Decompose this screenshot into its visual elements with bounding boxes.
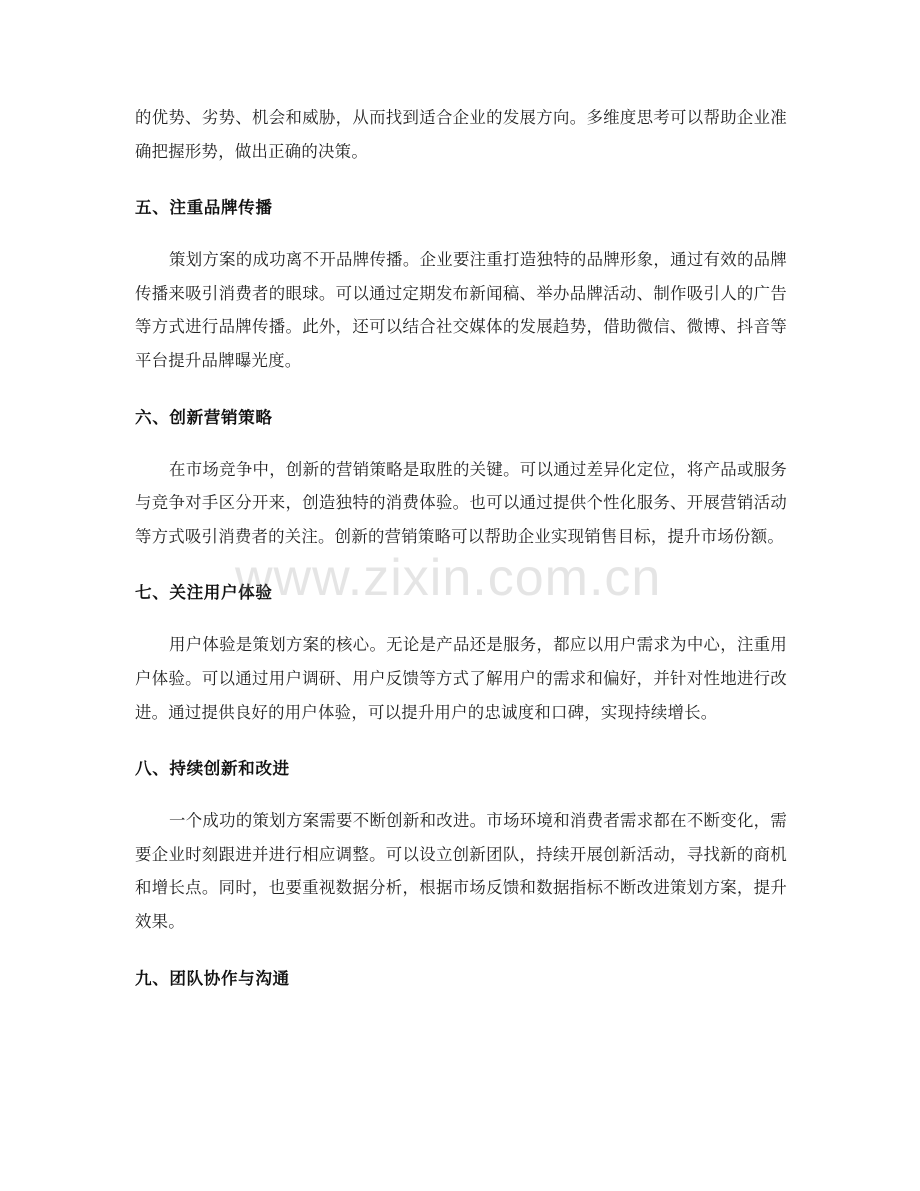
section-heading-5: 五、注重品牌传播 <box>135 198 273 218</box>
section-body-7: 用户体验是策划方案的核心。无论是产品还是服务，都应以用户需求为中心，注重用户体验。可以通过用户调研、用户反馈等方式了解用户的需求和偏好，并针对性地进行改进。通过提供良好的用户体验，可以提升用户的忠诚度和口碑，实现持续增长。 <box>135 635 787 722</box>
section-body-8: 一个成功的策划方案需要不断创新和改进。市场环境和消费者需求都在不断变化，需要企业时刻跟进并进行相应调整。可以设立创新团队，持续开展创新活动，寻找新的商机和增长点。同时，也要重视数据分析，根据市场反馈和数据指标不断改进策划方案，提升效果。 <box>135 811 787 931</box>
section-heading-8: 八、持续创新和改进 <box>135 759 290 779</box>
intro-paragraph: 的优势、劣势、机会和威胁，从而找到适合企业的发展方向。多维度思考可以帮助企业准确把握形势，做出正确的决策。 <box>135 108 787 161</box>
section-heading-7: 七、关注用户体验 <box>135 583 273 603</box>
document-body <box>135 101 787 990</box>
watermark: www.zixin.com.cn <box>235 549 662 607</box>
section-body-6: 在市场竞争中，创新的营销策略是取胜的关键。可以通过差异化定位，将产品或服务与竞争对手区分开来，创造独特的消费体验。也可以通过提供个性化服务、开展营销活动等方式吸引消费者的关注。创新的营销策略可以帮助企业实现销售目标，提升市场份额。 <box>135 459 787 546</box>
section-heading-9: 九、团队协作与沟通 <box>135 968 290 988</box>
section-heading-6: 六、创新营销策略 <box>135 407 273 427</box>
section-body-5: 策划方案的成功离不开品牌传播。企业要注重打造独特的品牌形象，通过有效的品牌传播来吸引消费者的眼球。可以通过定期发布新闻稿、举办品牌活动、制作吸引人的广告等方式进行品牌传播。此外，还可以结合社交媒体的发展趋势，借助微信、微博、抖音等平台提升品牌曝光度。 <box>135 250 787 370</box>
